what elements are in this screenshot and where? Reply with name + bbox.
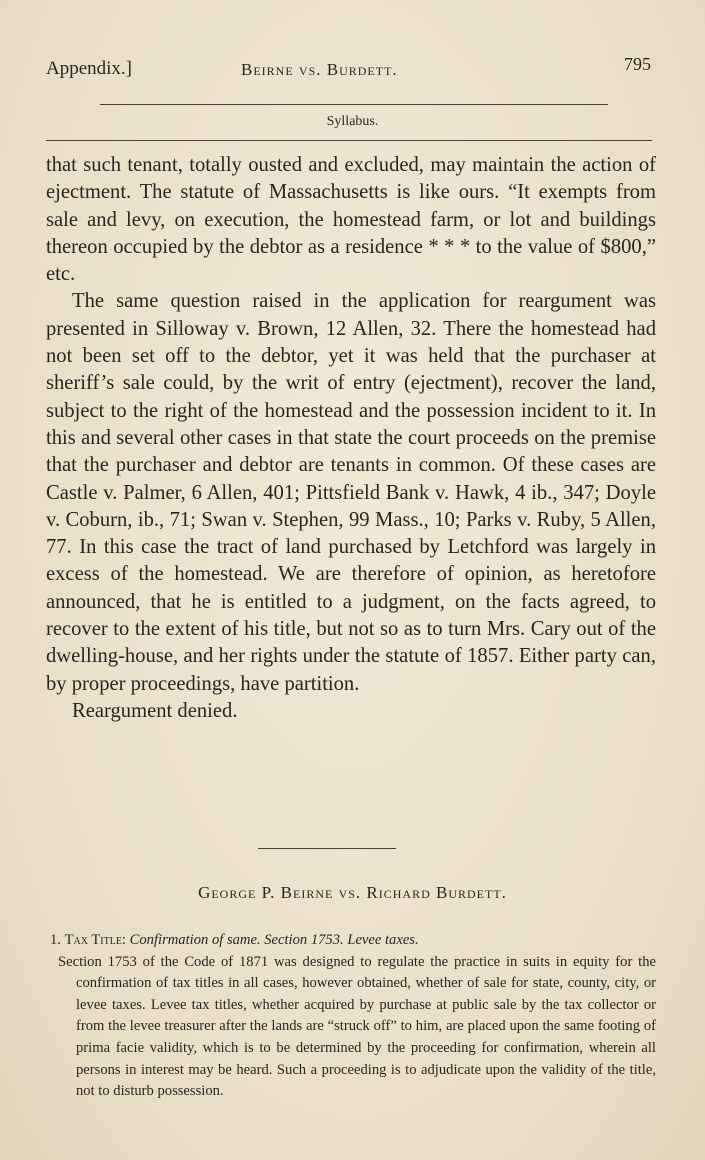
header-divider bbox=[100, 104, 608, 105]
headnote-number: 1. bbox=[50, 932, 61, 948]
headnote-heading bbox=[50, 930, 656, 952]
headnote-text: Section 1753 of the Code of 1871 was designed to regulate the practice in suits in equity for the confirmation of tax titles in all cases, however obtained, whether of sale for state, county, city, or levee taxes. Levee tax titles, whether acquired by purchase at public sale by the tax collector or from the levee treasurer after the lands are “struck off” to him, are placed upon the same footing of prima facie validity, which is to be determined by the proceeding for confirmation, wherein all persons in interest may be heard. Such a proceeding is to adjudicate upon the validity of the title, not to disturb possession. bbox=[58, 953, 656, 1100]
opinion-text bbox=[46, 152, 656, 725]
case-divider bbox=[258, 848, 396, 849]
page-number: 795 bbox=[624, 54, 651, 74]
header-case-name: Beirne vs. Burdett. bbox=[241, 60, 398, 79]
headnote-label: Tax Title: bbox=[64, 932, 126, 948]
paragraph: Reargument denied. bbox=[72, 699, 238, 722]
paragraph: that such tenant, totally ousted and excluded, may maintain the action of ejectment. The statute of Massachusetts is like ours. “It exempts from sale and levy, on execution, the homestead farm, or lot and buildings thereon occupied by the debtor as a residence * * * to the value of $800,” etc. bbox=[46, 154, 656, 286]
headnote-topics: Confirmation of same. Section 1753. Levee taxes. bbox=[129, 932, 419, 948]
case-title-text: George P. Beirne vs. Richard Burdett. bbox=[198, 883, 507, 902]
header-section: Appendix.] bbox=[46, 58, 133, 79]
section-label: Syllabus. bbox=[326, 114, 379, 129]
paragraph: The same question raised in the application for reargument was presented in Silloway v. Brown, 12 Allen, 32. There the homestead had not been set off to the debtor, yet it was held that the purchaser at sheriff’s sale could, by the writ of entry (ejectment), recover the land, subject to the right of the homestead and the possession incident to it. In this and several other cases in that state the court proceeds on the premise that the purchaser and debtor are tenants in common. Of these cases are Castle v. Palmer, 6 Allen, 401; Pittsfield Bank v. Hawk, 4 ib., 347; Doyle v. Coburn, ib., 71; Swan v. Stephen, 99 Mass., 10; Parks v. Ruby, 5 Allen, 77. In this case the tract of land purchased by Letchford was largely in excess of the homestead. We are therefore of opinion, as heretofore announced, that he is entitled to a judgment, on the facts agreed, to recover to the extent of his title, but not so as to turn Mrs. Cary out of the dwelling-house, and her rights under the statute of 1857. Either party can, by proper proceedings, have partition. bbox=[46, 290, 656, 695]
headnote bbox=[50, 930, 656, 1103]
case-title bbox=[0, 883, 705, 903]
running-header bbox=[46, 54, 655, 88]
section-divider bbox=[46, 140, 652, 141]
